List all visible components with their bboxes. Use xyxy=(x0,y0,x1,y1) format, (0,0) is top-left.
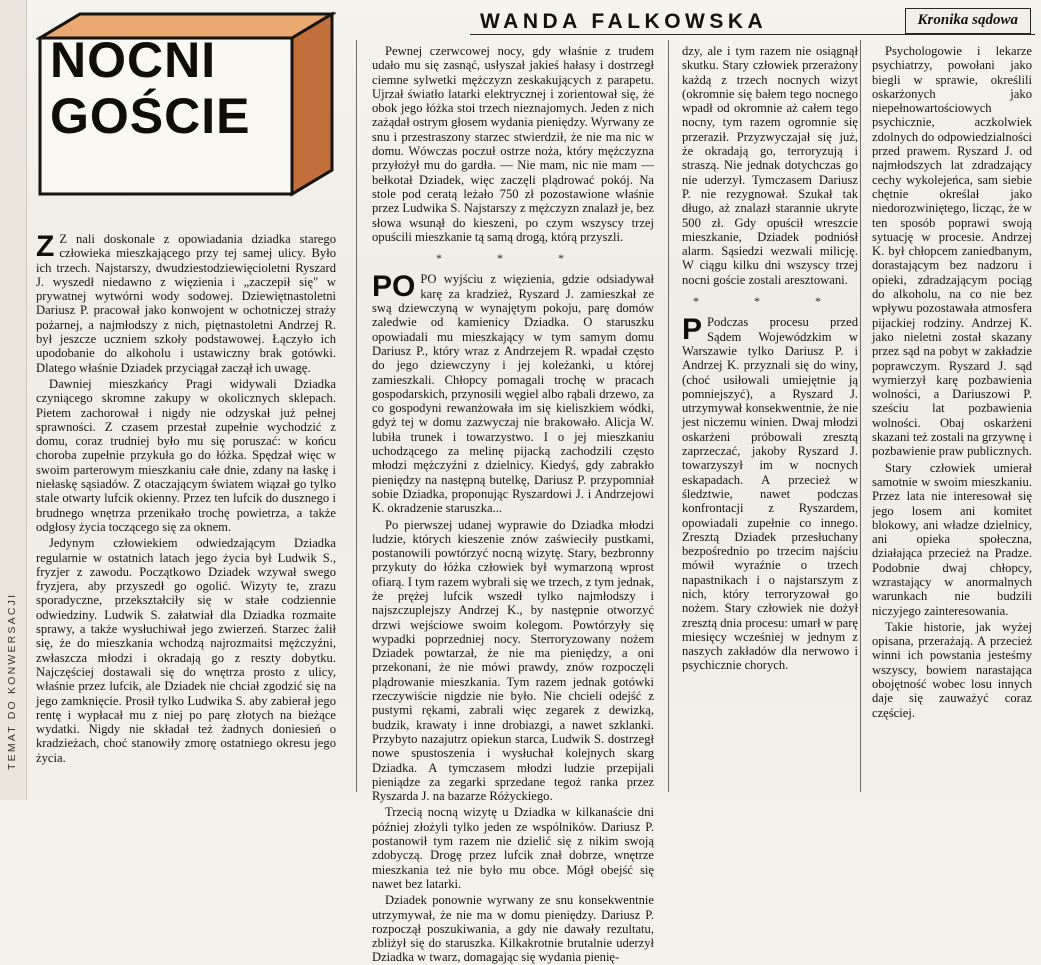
paragraph-text: dzy, ale i tym razem nie osiągnął skutku. Stary człowiek przerażony każdą z trzech nocnych wizyt (okromnie się bałem tego nocnego wpadł od okromnie aż całem tego nocny, tym razem ogromnie się przeraził. Przyzwyczajał się już, że okradają go, terroryzują i straszą. Nie jednak dotychczas go nie uderzył. Tymczasem Dariusz P. nie rezygnował. Szukał tak długo, aż znalazł starannie ukryte 500 zł. Gdy opuścił wreszcie mieszkanie, Dziadek podniósł alarm. Sąsiedzi wezwali milicję. W ciągu kilku dni wszyscy trzej nocni goście zostali aresztowani. xyxy=(682,44,858,287)
column-divider-3 xyxy=(860,40,861,792)
paragraph-text: Po pierwszej udanej wyprawie do Dziadka młodzi ludzie, których kieszenie znów zaświeciły pustkami, postanowili powtórzyć nocną wizytę. Stary, bezbronny przykuty do łóżka człowiek był wymarzoną wprost ofiarą. I tym razem wybrali się we trzech, z tym jednak, że prężej lufcik wszedł tylko najmłodszy i najszczuplejszy Andrzej K., by następnie otworzyć drzwi wejściowe swoim kolegom. Powtórzyły się wypadki poprzedniej nocy. Sterroryzowany nożem Dziadek powtarzał, że nie ma pieniędzy, a oni przekonani, że nie mówi prawdy, znów rozpoczęli plądrowanie mieszkania. Tym razem jednak gotówki rzeczywiście nigdzie nie było. Nie chcieli odejść z pustymi rękami, zabrali więc zegarek z dewizką, budzik, krawaty i inne drobiazgi, a nawet szklanki. Przybyto nazajutrz opiekun starca, Ludwik S. dostrzegł nowe spustoszenia i wysłuchał kolejnych skarg Dziadka. A tymczasem młodzi ludzie przepijali pieniądze za zegarki sprzedane tegoż ranka przez Ryszarda J. na bazarze Różyckiego. xyxy=(372,517,654,804)
paragraph-text: Stary człowiek umierał samotnie w swoim mieszkaniu. Przez lata nie interesował się jego losem ani komitet blokowy, ani władze dzielnicy, ani opieka społeczna, działająca przecież na Pradze. Podobnie dwaj chłopcy, wzrastający w anormalnych warunkach nie budzili niczyjego zainteresowania. xyxy=(872,460,1032,618)
paragraph-text: Psychologowie i lekarze psychiatrzy, powołani jako biegli w sprawie, określili oskarżonych jako niepełnowartościowych psychicznie, aczkolwiek zdolnych do odpowiedzialności przed prawem. Ryszard J. od najmłodszych lat zdradzający cechy wykolejeńca, sam siebie chętnie określał jako niedorozwiniętego, licząc, że w ten sposób poprawi swoją sytuację w procesie. Andrzej K. był chłopcem zaniedbanym, dorastającym bez nadzoru i opieki, zdradzającym pociąg do alkoholu, na co nie bez wpływu pozostawała atmosfera pijackiej rodziny. Andrzej K. jako nieletni został skazany przez sąd na pobyt w zakładzie poprawczym. Ryszard J. sąd wymierzył karę pozbawienia wolności, a Dariuszowi P. sześciu lat pozbawienia wolności. Obaj oskarżeni skazani też zostali na grzywnę i pozbawienie praw publicznych. xyxy=(872,44,1032,459)
column-3 xyxy=(682,44,858,794)
article-header xyxy=(470,6,1035,36)
paragraph xyxy=(682,315,858,672)
paragraph xyxy=(372,518,654,804)
paragraph-text: Dawniej mieszkańcy Pragi widywali Dziadka czyniącego skromne zakupy w okolicznych sklepach. Pietem zachorował i nigdy nie odzyskał już pełnej sprawności. Z czasem przestał zupełnie wychodzić z domu, coraz trudniej było mu się poruszać: w końcu choroba zupełnie przykuła go do łóżka. Spędzał więc w swoim parterowym mieszkaniu całe dnie, zdany na łaskę i niełaskę sąsiadów. Z otaczającym światem wiązał go tylko stale otwarty lufcik okienny. Przez ten lufcik do dusznego i brudnego wnętrza przenikało trochę powietrza, a także odgłosy życia toczącego się za oknem. xyxy=(36,376,336,534)
column-divider-1 xyxy=(356,40,357,792)
page-title-line2: GOŚCIE xyxy=(50,88,251,144)
author-name: WANDA FALKOWSKA xyxy=(480,10,768,33)
drop-cap: P xyxy=(682,313,703,347)
paragraph xyxy=(36,536,336,765)
paragraph xyxy=(372,805,654,891)
side-strip xyxy=(0,0,27,800)
paragraph xyxy=(872,44,1032,459)
column-4 xyxy=(872,44,1032,794)
column-2 xyxy=(372,44,654,965)
paragraph-text: Takie historie, jak wyżej opisana, przerażają. A przecież winni ich powstania jesteśmy wszyscy, bowiem narastająca obojętność wobec losu innych daje się zauważyć coraz częściej. xyxy=(872,619,1032,720)
page-title xyxy=(50,32,250,144)
title-block xyxy=(36,10,336,222)
paragraph xyxy=(36,377,336,534)
section-separator: * * * xyxy=(436,251,590,266)
page-title-line1: NOCNI xyxy=(50,32,217,88)
paragraph-text: Z nali doskonale z opowiadania dziadka starego człowieka mieszkającego przy tej samej ulicy. Było ich trzech. Najstarszy, dwudziestodziewięcioletni Ryszard J. wyszedł niedawno z więzienia i „zaczepił się" w prywatnej wytwórni wody sodowej. Dziewiętnastoletni Dariusz P. pracował jako konwojent w ochotniczej straży pożarnej, a najmłodszy z nich, piętnastoletni Andrzej R. był jeszcze uczniem szkoły podstawowej. Łączyło ich upodobanie do alkoholu i ustawiczny brak gotówki. Dlatego właśnie Dziadek przyciągał zaczął ich uwagę. xyxy=(36,232,336,375)
paragraph-text: PO wyjściu z więzienia, gdzie odsiadywał karę za kradzież, Ryszard J. zamieszkał ze swą dziewczyną w wynajętym pokoju, parę domów zaledwie od kamienicy Dziadka. O staruszku opowiadali mu mieszkający w tym samym domu Dariusz P., który wraz z Andrzejem R. wpadał często do jego dziewczyny i jej koleżanki, u której zamieszkali. Chłopcy pomagali trochę w pracach gospodarskich, przynosili węgiel albo rąbali drzewo, za co gospodyni rewanżowała im się kieliszkiem wódki, gdyż tej w domu zazwyczaj nie brakowało. Alicja W. lubiła trunek i towarzystwo. I o jej mieszkaniu uchodzącego za melinę pijacką zachodzili często młodzi mężczyźni z dzielnicy. Kiedyś, gdy zabrakło pieniędzy na następną butelkę, Dariusz P. przypomniał sobie Dziadka, proponując Ryszardowi J. i Andrzejowi K. okradzenie staruszka... xyxy=(372,272,654,516)
section-separator: * * * xyxy=(693,294,847,309)
paragraph xyxy=(872,620,1032,720)
drop-cap: PO xyxy=(372,270,416,304)
side-strip-label: TEMAT DO KONWERSACJI xyxy=(6,592,18,770)
column-divider-2 xyxy=(668,40,669,792)
paragraph xyxy=(372,272,654,515)
paragraph-text: Jedynym człowiekiem odwiedzającym Dziadka regularnie w ostatnich latach jego życia był Ludwik S., fryzjer z zawodu. Początkowo Dziadek wzywał swego fryzjera, aby przyszedł go ogolić. Wizyty te, zrazu sporadyczne, przekształciły się w stałe codziennie odwiedziny. Ludwik S. załatwiał dla Dziadka rozmaite sprawy, a także wysłuchiwał jego zwierzeń. Starzec żalił się, że do mieszkania wchodzą najrozmaitsi mężczyźni, zwłaszcza młodzi i okradają go z reszty dobytku. Najczęściej dostawali się do wnętrza prosto z ulicy, właśnie przez lufcik, ale Dziadek nie chciał zgodzić się na jego zamknięcie. Prosił tylko Ludwika S. aby zabierał jego rentę i wypłacał mu z niej po parę złotych na bieżące wydatki. Nigdy nie składał też żadnych doniesień o kradzieżach, choć stanowiły zmorę ostatniego okresu jego życia. xyxy=(36,536,336,765)
paragraph xyxy=(372,893,654,964)
drop-cap: Z xyxy=(36,230,55,263)
header-rule xyxy=(470,34,1035,35)
paragraph-text: Dziadek ponownie wyrwany ze snu konsekwentnie utrzymywał, że nie ma w domu pieniędzy. Dariusz P. rozpoczął poszukiwania, a gdy nie dawały rezultatu, zbliżył się do staruszka. Kilkakrotnie brutalnie uderzył Dziadka w twarz, domagając się wydania pienię- xyxy=(372,893,654,965)
paragraph xyxy=(872,461,1032,618)
paragraph xyxy=(682,44,858,287)
paragraph-text: Pewnej czerwcowej nocy, gdy właśnie z trudem udało mu się zasnąć, usłyszał jakieś hałasy i dostrzegł ciemne sylwetki mężczyzn zeskakujących z parapetu. Ujrzał światło latarki elektrycznej i zorientował się, że obok jego łóżka stoi trzech nieznajomych. Jeden z nich zażądał ostrym głosem wydania pieniędzy. Wyrwany ze snu i przestraszony starzec stwierdził, że nie ma nic w domu. Wówczas poczuł ostrze noża, który mężczyzna przyłożył mu do gardła. — Nie mam, nic nie mam — bełkotał Dziadek, więc zaczęli plądrować pokój. Na stole pod ceratą leżało 750 zł pozostawione właśnie przez Ludwika S. Najstarszy z mężczyzn znalazł je, bez słowa wsunął do kieszeni, po czym wszyscy trzej opuścili mieszkanie tą samą drogą, którą przyszli. xyxy=(372,44,654,244)
paragraph-text: Podczas procesu przed Sądem Wojewódzkim w Warszawie tylko Dariusz P. i Andrzej K. przyznali się do winy, (choć usiłowali umiejętnie ją pomniejszyć), a Ryszard J. utrzymywał konsekwentnie, że nie jest niczemu winien. Dwaj młodzi oskarżeni próbowali zresztą zaprzeczać, jakoby Ryszard J. towarzyszył im w nocnych eskapadach. A przecież w śledztwie, nawet podczas konfrontacji z Ryszardem, opowiadali zupełnie co innego. Zresztą Dziadek przesłuchany bezpośrednio po trzecim najściu mówił wyraźnie o trzech napastnikach i o najstarszym z nich, który terroryzował go nożem. Stary człowiek nie dożył zresztą dnia procesu: umarł w parę miesięcy wcześniej w jednym z naszych zakładów dla nerwowo i psychicznie chorych. xyxy=(682,315,858,673)
rubric-badge: Kronika sądowa xyxy=(905,8,1031,34)
paragraph xyxy=(372,44,654,244)
paragraph xyxy=(36,232,336,375)
column-1 xyxy=(36,232,336,792)
paragraph-text: Trzecią nocną wizytę u Dziadka w kilkanaście dni później złożyli tylko jeden ze wspólników. Dariusz P. postanowił tym razem nie dzielić się z nikim swoją zdobyczą. Drogę przez lufcik znał dobrze, wnętrze mieszkania też nie było mu obce. Mógł obejść się nawet bez latarki. xyxy=(372,805,654,891)
